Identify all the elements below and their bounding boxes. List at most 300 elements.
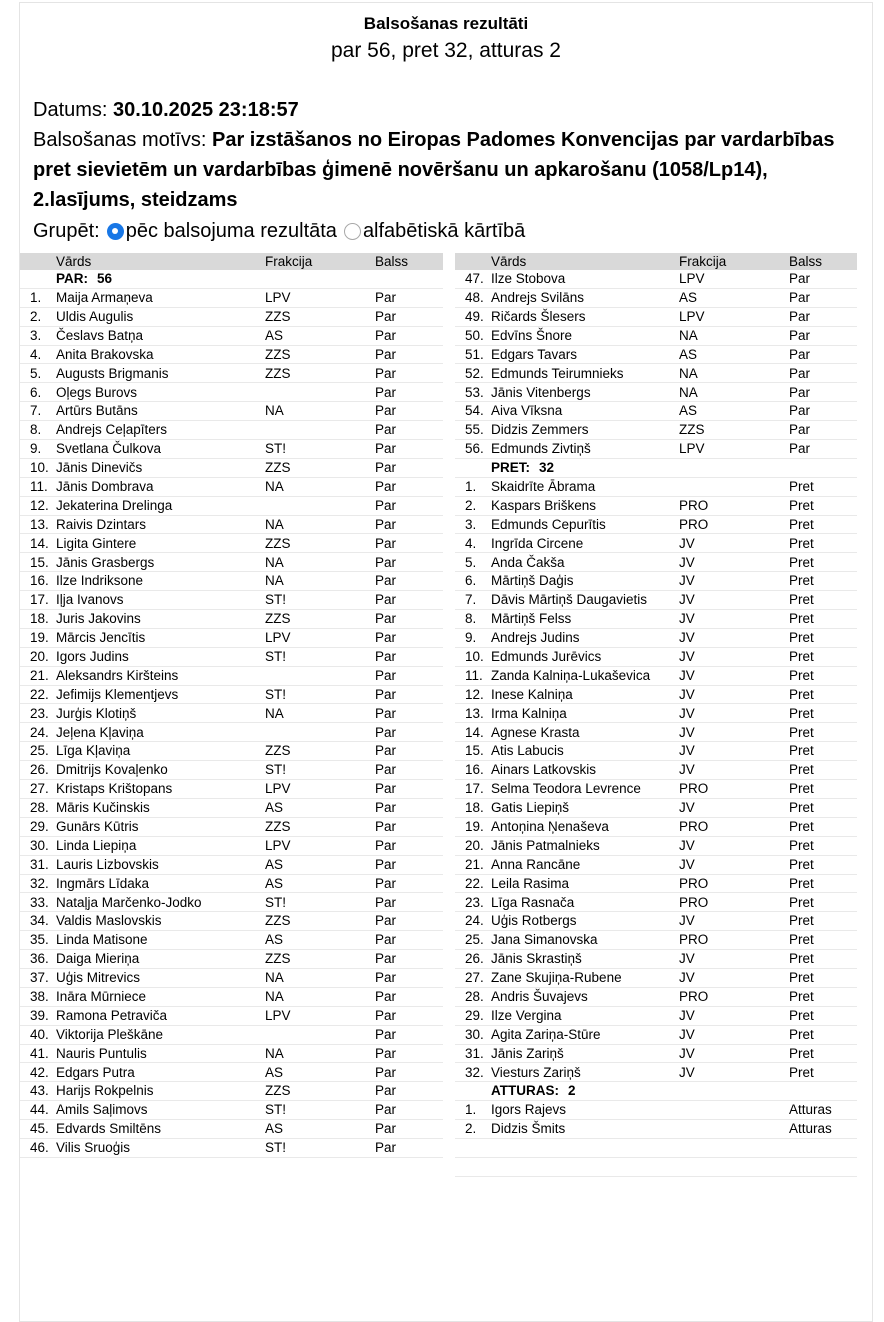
member-fraction: AS — [265, 875, 284, 891]
member-name: Ināra Mūrniece — [56, 989, 147, 1005]
table-row — [455, 1045, 857, 1064]
member-number: 15. — [465, 743, 484, 759]
member-number: 10. — [465, 649, 484, 664]
member-number: 41. — [30, 1045, 49, 1061]
table-row — [20, 478, 443, 497]
table-row — [20, 629, 443, 648]
member-fraction: NA — [265, 554, 284, 570]
member-name: Edmunds Zivtiņš — [491, 441, 591, 457]
member-vote: Par — [375, 649, 397, 664]
member-fraction: PRO — [679, 516, 709, 532]
member-number: 38. — [30, 989, 49, 1005]
member-fraction: LPV — [265, 630, 291, 646]
member-number: 25. — [30, 743, 49, 759]
member-vote: Pret — [789, 592, 814, 608]
table-row — [20, 988, 443, 1007]
member-fraction: JV — [679, 1026, 695, 1042]
member-name: Dmitrijs Kovaļenko — [56, 762, 168, 778]
member-fraction: JV — [679, 951, 695, 967]
member-vote: Pret — [789, 724, 814, 740]
table-row — [455, 912, 857, 931]
table-row — [455, 723, 857, 742]
member-vote: Par — [375, 762, 397, 778]
member-vote: Par — [375, 951, 397, 967]
member-vote: Pret — [789, 478, 814, 494]
member-fraction: ST! — [265, 1102, 287, 1118]
group-option-alphabetical[interactable] — [344, 220, 525, 243]
member-fraction: LPV — [265, 781, 291, 797]
member-number: 51. — [465, 346, 484, 362]
table-row — [455, 553, 857, 572]
member-number: 14. — [30, 535, 49, 551]
table-row — [455, 516, 857, 535]
page-title: Balsošanas rezultāti — [363, 14, 529, 33]
member-fraction: JV — [679, 630, 695, 646]
member-name: Augusts Brigmanis — [56, 365, 169, 381]
member-fraction: ZZS — [265, 535, 291, 551]
date-line — [33, 95, 864, 125]
member-vote: Pret — [789, 686, 814, 702]
member-number: 16. — [30, 573, 49, 589]
table-row — [455, 969, 857, 988]
member-vote: Par — [375, 290, 397, 306]
member-number: 24. — [465, 913, 484, 929]
member-fraction: ZZS — [679, 422, 705, 438]
column-header-fraction: Frakcija — [265, 254, 313, 269]
member-name: Jānis Vitenbergs — [491, 384, 591, 400]
member-name: Jānis Patmalnieks — [491, 837, 600, 853]
table-body-left — [20, 270, 443, 1158]
table-row — [455, 818, 857, 837]
member-name: Selma Teodora Levrence — [491, 781, 641, 797]
radio-unselected-icon[interactable] — [344, 223, 361, 240]
table-row — [455, 289, 857, 308]
member-name: Aiva Vīksna — [491, 403, 563, 419]
table-row — [20, 1101, 443, 1120]
member-number: 49. — [465, 308, 484, 324]
member-name: Vilis Sruoģis — [56, 1140, 131, 1156]
member-fraction: JV — [679, 686, 695, 702]
results-table-right — [455, 253, 857, 1177]
member-fraction: NA — [265, 705, 284, 721]
member-number: 33. — [30, 894, 49, 910]
member-name: Viesturs Zariņš — [491, 1064, 581, 1080]
table-row — [20, 364, 443, 383]
member-fraction: NA — [265, 970, 284, 986]
member-number: 21. — [465, 856, 484, 872]
table-row — [455, 440, 857, 459]
member-name: Jānis Zariņš — [491, 1045, 564, 1061]
member-vote: Par — [375, 592, 397, 608]
member-fraction: ZZS — [265, 308, 291, 324]
date-value: 30.10.2025 23:18:57 — [113, 99, 299, 121]
table-row — [20, 1063, 443, 1082]
member-name: Ingmārs Līdaka — [56, 875, 150, 891]
member-number: 48. — [465, 290, 484, 306]
member-number: 44. — [30, 1102, 49, 1118]
member-name: Igors Judins — [56, 649, 129, 664]
member-number: 29. — [465, 1007, 484, 1023]
member-number: 21. — [30, 667, 49, 683]
member-vote: Par — [375, 875, 397, 891]
table-row — [20, 1082, 443, 1101]
table-row — [455, 742, 857, 761]
member-number: 22. — [465, 875, 484, 891]
member-vote: Par — [375, 1102, 397, 1118]
member-name: Anna Rancāne — [491, 856, 581, 872]
member-vote: Par — [375, 535, 397, 551]
member-vote: Par — [789, 346, 811, 362]
member-fraction: ST! — [265, 894, 287, 910]
member-name: Agita Zariņa-Stūre — [491, 1026, 601, 1042]
member-number: 53. — [465, 384, 484, 400]
member-number: 19. — [465, 819, 484, 835]
member-number: 47. — [465, 271, 484, 287]
table-row — [20, 459, 443, 478]
table-row — [455, 837, 857, 856]
member-number: 2. — [465, 1121, 477, 1137]
member-name: Uldis Augulis — [56, 308, 134, 324]
table-row — [455, 1026, 857, 1045]
table-row — [20, 799, 443, 818]
member-number: 13. — [465, 705, 484, 721]
member-name: Didzis Zemmers — [491, 422, 589, 438]
member-vote: Par — [375, 894, 397, 910]
member-name: Jurģis Klotiņš — [56, 705, 137, 721]
member-fraction: PRO — [679, 989, 709, 1005]
member-name: Ričards Šlesers — [491, 308, 586, 324]
member-number: 20. — [30, 649, 49, 664]
member-vote: Par — [375, 441, 397, 457]
member-fraction: LPV — [679, 441, 705, 457]
group-count: 2 — [568, 1083, 576, 1099]
member-number: 56. — [465, 441, 484, 457]
table-row — [455, 1101, 857, 1120]
member-name: Ingrīda Circene — [491, 535, 584, 551]
member-name: Edmunds Jurēvics — [491, 649, 602, 664]
member-number: 55. — [465, 422, 484, 438]
member-number: 4. — [465, 535, 477, 551]
member-vote: Pret — [789, 554, 814, 570]
member-name: Ramona Petraviča — [56, 1007, 168, 1023]
member-number: 18. — [30, 611, 49, 627]
member-vote: Atturas — [789, 1121, 832, 1137]
member-name: Atis Labucis — [491, 743, 564, 759]
member-name: Linda Liepiņa — [56, 837, 137, 853]
table-row — [20, 742, 443, 761]
member-fraction: JV — [679, 1045, 695, 1061]
member-number: 27. — [465, 970, 484, 986]
member-name: Ilze Stobova — [491, 271, 566, 287]
group-label — [491, 1082, 679, 1100]
member-name: Nauris Puntulis — [56, 1045, 147, 1061]
member-vote: Pret — [789, 1045, 814, 1061]
member-vote: Par — [375, 686, 397, 702]
member-vote: Par — [375, 308, 397, 324]
member-vote: Par — [375, 327, 397, 343]
member-vote: Par — [375, 800, 397, 816]
table-row — [455, 497, 857, 516]
member-vote: Par — [375, 837, 397, 853]
member-vote: Par — [789, 327, 811, 343]
member-number: 6. — [30, 384, 42, 400]
group-title: ATTURAS: — [491, 1083, 559, 1099]
member-fraction: ZZS — [265, 460, 291, 476]
radio-selected-icon[interactable] — [107, 223, 124, 240]
table-row — [455, 931, 857, 950]
table-row-empty — [455, 1158, 857, 1177]
table-row — [20, 534, 443, 553]
member-fraction: ST! — [265, 441, 287, 457]
member-number: 25. — [465, 932, 484, 948]
member-name: Līga Rasnača — [491, 894, 575, 910]
member-vote: Par — [375, 1026, 397, 1042]
table-row — [455, 478, 857, 497]
table-row — [20, 931, 443, 950]
member-number: 54. — [465, 403, 484, 419]
member-number: 36. — [30, 951, 49, 967]
member-number: 24. — [30, 724, 49, 740]
member-number: 31. — [465, 1045, 484, 1061]
member-fraction: NA — [679, 327, 698, 343]
member-vote: Par — [789, 308, 811, 324]
member-vote: Par — [789, 365, 811, 381]
member-number: 27. — [30, 781, 49, 797]
member-number: 31. — [30, 856, 49, 872]
table-row — [20, 346, 443, 365]
member-name: Anda Čakša — [491, 554, 565, 570]
member-fraction: PRO — [679, 875, 709, 891]
member-vote: Pret — [789, 894, 814, 910]
member-name: Juris Jakovins — [56, 611, 141, 627]
member-number: 5. — [465, 554, 477, 570]
member-name: Uģis Mitrevics — [56, 970, 141, 986]
member-name: Daiga Mieriņa — [56, 951, 140, 967]
group-by-controls — [33, 216, 872, 246]
member-fraction: PRO — [679, 894, 709, 910]
member-name: Aleksandrs Kiršteins — [56, 667, 179, 683]
member-vote: Par — [375, 1007, 397, 1023]
column-header-name: Vārds — [56, 254, 92, 269]
table-row — [455, 780, 857, 799]
member-name: Uģis Rotbergs — [491, 913, 577, 929]
member-number: 1. — [30, 290, 42, 306]
member-fraction: JV — [679, 724, 695, 740]
member-fraction: NA — [265, 478, 284, 494]
member-fraction: NA — [265, 573, 284, 589]
results-table-left — [20, 253, 443, 1177]
member-number: 22. — [30, 686, 49, 702]
member-number: 34. — [30, 913, 49, 929]
member-fraction: LPV — [265, 290, 291, 306]
member-name: Gunārs Kūtris — [56, 819, 139, 835]
member-number: 18. — [465, 800, 484, 816]
table-row — [20, 667, 443, 686]
group-label — [56, 270, 265, 288]
member-fraction: LPV — [265, 1007, 291, 1023]
member-fraction: JV — [679, 856, 695, 872]
table-row — [20, 761, 443, 780]
member-vote: Pret — [789, 932, 814, 948]
member-name: Ilze Vergina — [491, 1007, 562, 1023]
table-row — [20, 591, 443, 610]
member-name: Lauris Lizbovskis — [56, 856, 159, 872]
member-vote: Par — [375, 970, 397, 986]
table-row — [455, 346, 857, 365]
member-number: 11. — [465, 667, 483, 683]
table-row — [20, 1026, 443, 1045]
member-name: Mārcis Jencītis — [56, 630, 146, 646]
member-vote: Pret — [789, 535, 814, 551]
member-vote: Par — [789, 290, 811, 306]
member-fraction: ZZS — [265, 743, 291, 759]
member-number: 7. — [465, 592, 477, 608]
member-vote: Pret — [789, 1064, 814, 1080]
member-number: 40. — [30, 1026, 49, 1042]
member-name: Jeļena Kļaviņa — [56, 724, 144, 740]
member-name: Nataļja Marčenko-Jodko — [56, 894, 202, 910]
member-vote: Pret — [789, 970, 814, 986]
member-fraction: JV — [679, 667, 695, 683]
member-name: Jānis Dinevičs — [56, 460, 143, 476]
member-vote: Par — [789, 384, 811, 400]
table-row — [455, 308, 857, 327]
member-number: 12. — [465, 686, 484, 702]
member-vote: Pret — [789, 743, 814, 759]
member-vote: Par — [375, 667, 397, 683]
member-number: 39. — [30, 1007, 49, 1023]
table-row — [455, 893, 857, 912]
motive-value: Par izstāšanos no Eiropas Padomes Konvencijas par vardarbības pret sievietēm un vardarbības ģimenē novēršanu un apkarošanu (1058/Lp14), 2.lasījums, steidzams — [33, 129, 835, 211]
member-vote: Par — [375, 1140, 397, 1156]
member-number: 19. — [30, 630, 49, 646]
member-fraction: NA — [679, 365, 698, 381]
member-fraction: ZZS — [265, 1083, 291, 1099]
member-fraction: JV — [679, 762, 695, 778]
column-header-vote: Balss — [375, 254, 409, 269]
member-name: Artūrs Butāns — [56, 403, 138, 419]
member-number: 42. — [30, 1064, 49, 1080]
member-number: 7. — [30, 403, 42, 419]
member-vote: Par — [375, 516, 397, 532]
member-vote: Atturas — [789, 1102, 832, 1118]
member-name: Edmunds Cepurītis — [491, 516, 606, 532]
member-fraction: JV — [679, 535, 695, 551]
member-number: 17. — [30, 592, 49, 608]
table-row — [20, 818, 443, 837]
member-name: Skaidrīte Ābrama — [491, 478, 596, 494]
table-row — [455, 421, 857, 440]
member-name: Harijs Rokpelnis — [56, 1083, 154, 1099]
member-vote: Par — [375, 705, 397, 721]
member-name: Mārtiņš Daģis — [491, 573, 574, 589]
member-vote: Par — [789, 271, 811, 287]
member-fraction: ST! — [265, 649, 287, 664]
table-row — [20, 402, 443, 421]
member-name: Agnese Krasta — [491, 724, 580, 740]
member-name: Česlavs Batņa — [56, 327, 144, 343]
member-fraction: ST! — [265, 1140, 287, 1156]
member-fraction: LPV — [679, 271, 705, 287]
table-row — [20, 497, 443, 516]
member-vote: Par — [375, 1045, 397, 1061]
member-name: Dāvis Mārtiņš Daugavietis — [491, 592, 648, 608]
member-name: Jānis Skrastiņš — [491, 951, 582, 967]
member-fraction: JV — [679, 1064, 695, 1080]
table-row — [20, 686, 443, 705]
member-number: 1. — [465, 1102, 477, 1118]
member-number: 8. — [465, 611, 477, 627]
group-option-by-result[interactable] — [107, 220, 337, 243]
member-fraction: AS — [679, 346, 698, 362]
group-label — [491, 459, 679, 477]
member-name: Edvards Smiltēns — [56, 1121, 162, 1137]
table-row — [20, 553, 443, 572]
member-vote: Pret — [789, 762, 814, 778]
table-row — [455, 572, 857, 591]
group-header-row — [455, 459, 857, 478]
member-vote: Par — [375, 856, 397, 872]
member-number: 11. — [30, 478, 48, 494]
member-number: 45. — [30, 1121, 49, 1137]
member-number: 5. — [30, 365, 42, 381]
member-vote: Pret — [789, 989, 814, 1005]
member-number: 50. — [465, 327, 484, 343]
member-fraction: JV — [679, 592, 695, 608]
table-row — [20, 308, 443, 327]
member-number: 14. — [465, 724, 484, 740]
member-name: Māris Kučinskis — [56, 800, 150, 816]
member-fraction: JV — [679, 705, 695, 721]
table-row — [455, 856, 857, 875]
member-name: Amils Saļimovs — [56, 1102, 148, 1118]
member-vote: Pret — [789, 630, 814, 646]
table-row — [455, 704, 857, 723]
member-name: Andrejs Judins — [491, 630, 580, 646]
member-vote: Par — [375, 573, 397, 589]
member-number: 23. — [30, 705, 49, 721]
member-fraction: ST! — [265, 686, 287, 702]
table-row — [20, 723, 443, 742]
member-number: 37. — [30, 970, 49, 986]
member-name: Jekaterina Drelinga — [56, 497, 173, 513]
member-vote: Par — [375, 1083, 397, 1099]
table-row — [20, 1045, 443, 1064]
member-fraction: LPV — [265, 837, 291, 853]
member-name: Inese Kalniņa — [491, 686, 573, 702]
member-name: Gatis Liepiņš — [491, 800, 570, 816]
member-fraction: JV — [679, 611, 695, 627]
member-vote: Par — [375, 913, 397, 929]
table-row — [20, 856, 443, 875]
member-fraction: JV — [679, 1007, 695, 1023]
member-number: 28. — [465, 989, 484, 1005]
table-body-right — [455, 270, 857, 1177]
member-fraction: AS — [679, 403, 698, 419]
table-row — [455, 1063, 857, 1082]
member-fraction: ZZS — [265, 346, 291, 362]
member-fraction: JV — [679, 837, 695, 853]
member-fraction: PRO — [679, 932, 709, 948]
member-fraction: PRO — [679, 819, 709, 835]
group-title: PRET: — [491, 460, 531, 476]
member-vote: Pret — [789, 516, 814, 532]
member-name: Andrejs Svilāns — [491, 290, 585, 306]
member-number: 10. — [30, 460, 49, 476]
table-row — [455, 761, 857, 780]
table-row — [20, 440, 443, 459]
member-vote: Par — [375, 781, 397, 797]
